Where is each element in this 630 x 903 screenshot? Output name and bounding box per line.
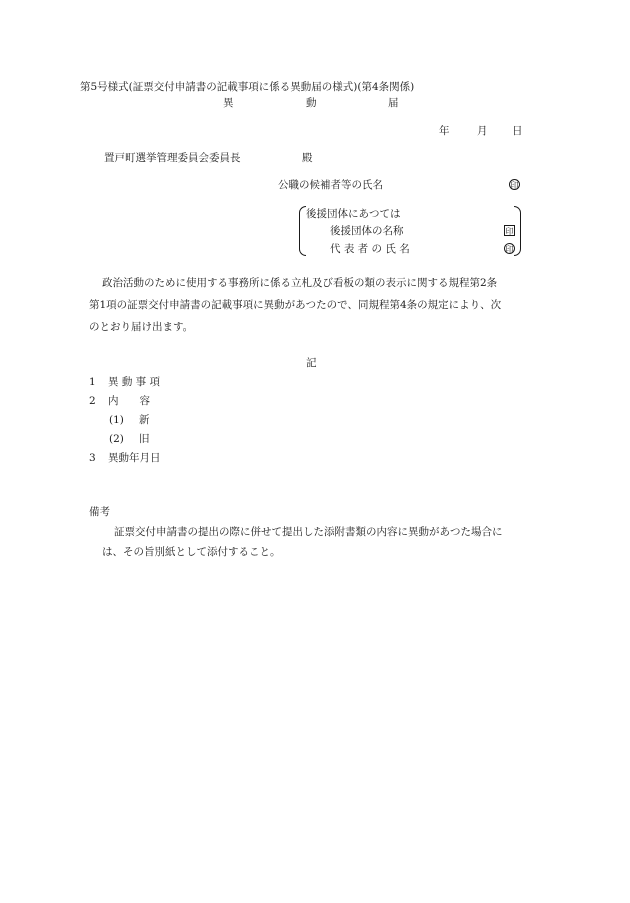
item-2-number: 2: [89, 395, 96, 407]
group-name-label: 後援団体の名称: [330, 225, 404, 237]
remarks-line-2: は、その旨別紙として添付すること。: [102, 546, 281, 558]
remarks-heading: 備考: [89, 506, 110, 518]
date-day-label: 日: [512, 125, 523, 137]
form-title: 第5号様式(証票交付申請書の記載事項に係る異動届の様式)(第4条関係): [80, 81, 415, 93]
left-bracket: [299, 206, 306, 256]
seal-mark-representative: 印: [505, 245, 514, 254]
seal-mark-group: 印: [505, 227, 514, 236]
representative-name-label: 代 表 者 の 氏 名: [330, 243, 410, 255]
ki-heading: 記: [306, 357, 317, 369]
body-line-1: 政治活動のために使用する事務所に係る立札及び看板の類の表示に関する規程第2条: [102, 277, 498, 289]
candidate-name-label: 公職の候補者等の氏名: [278, 179, 383, 191]
item-2-label: 内 容: [108, 395, 150, 407]
body-line-3: のとおり届け出ます。: [89, 321, 194, 333]
addressee-name: 置戸町選挙管理委員会委員長: [104, 152, 241, 164]
doc-title-char-2: 動: [306, 97, 317, 109]
doc-title-char-3: 届: [388, 97, 399, 109]
item-2-2-label: 旧: [139, 433, 150, 445]
date-year-label: 年: [439, 125, 450, 137]
addressee-honorific: 殿: [302, 152, 313, 164]
body-line-2: 第1項の証票交付申請書の記載事項に異動があつたので、同規程第4条の規定により、次: [89, 299, 502, 311]
doc-title-char-1: 異: [223, 97, 234, 109]
date-month-label: 月: [477, 125, 488, 137]
item-2-1-label: 新: [139, 414, 150, 426]
right-bracket: [514, 206, 521, 256]
item-3-label: 異動年月日: [108, 452, 161, 464]
seal-mark-candidate: 印: [510, 181, 519, 190]
item-2-1-number: (1): [109, 414, 124, 426]
remarks-line-1: 証票交付申請書の提出の際に併せて提出した添附書類の内容に異動があつた場合に: [114, 526, 503, 538]
item-1-number: 1: [89, 376, 96, 388]
group-intro-label: 後援団体にあつては: [306, 208, 401, 220]
item-3-number: 3: [89, 452, 96, 464]
item-1-label: 異 動 事 項: [108, 376, 161, 388]
item-2-2-number: (2): [109, 433, 124, 445]
